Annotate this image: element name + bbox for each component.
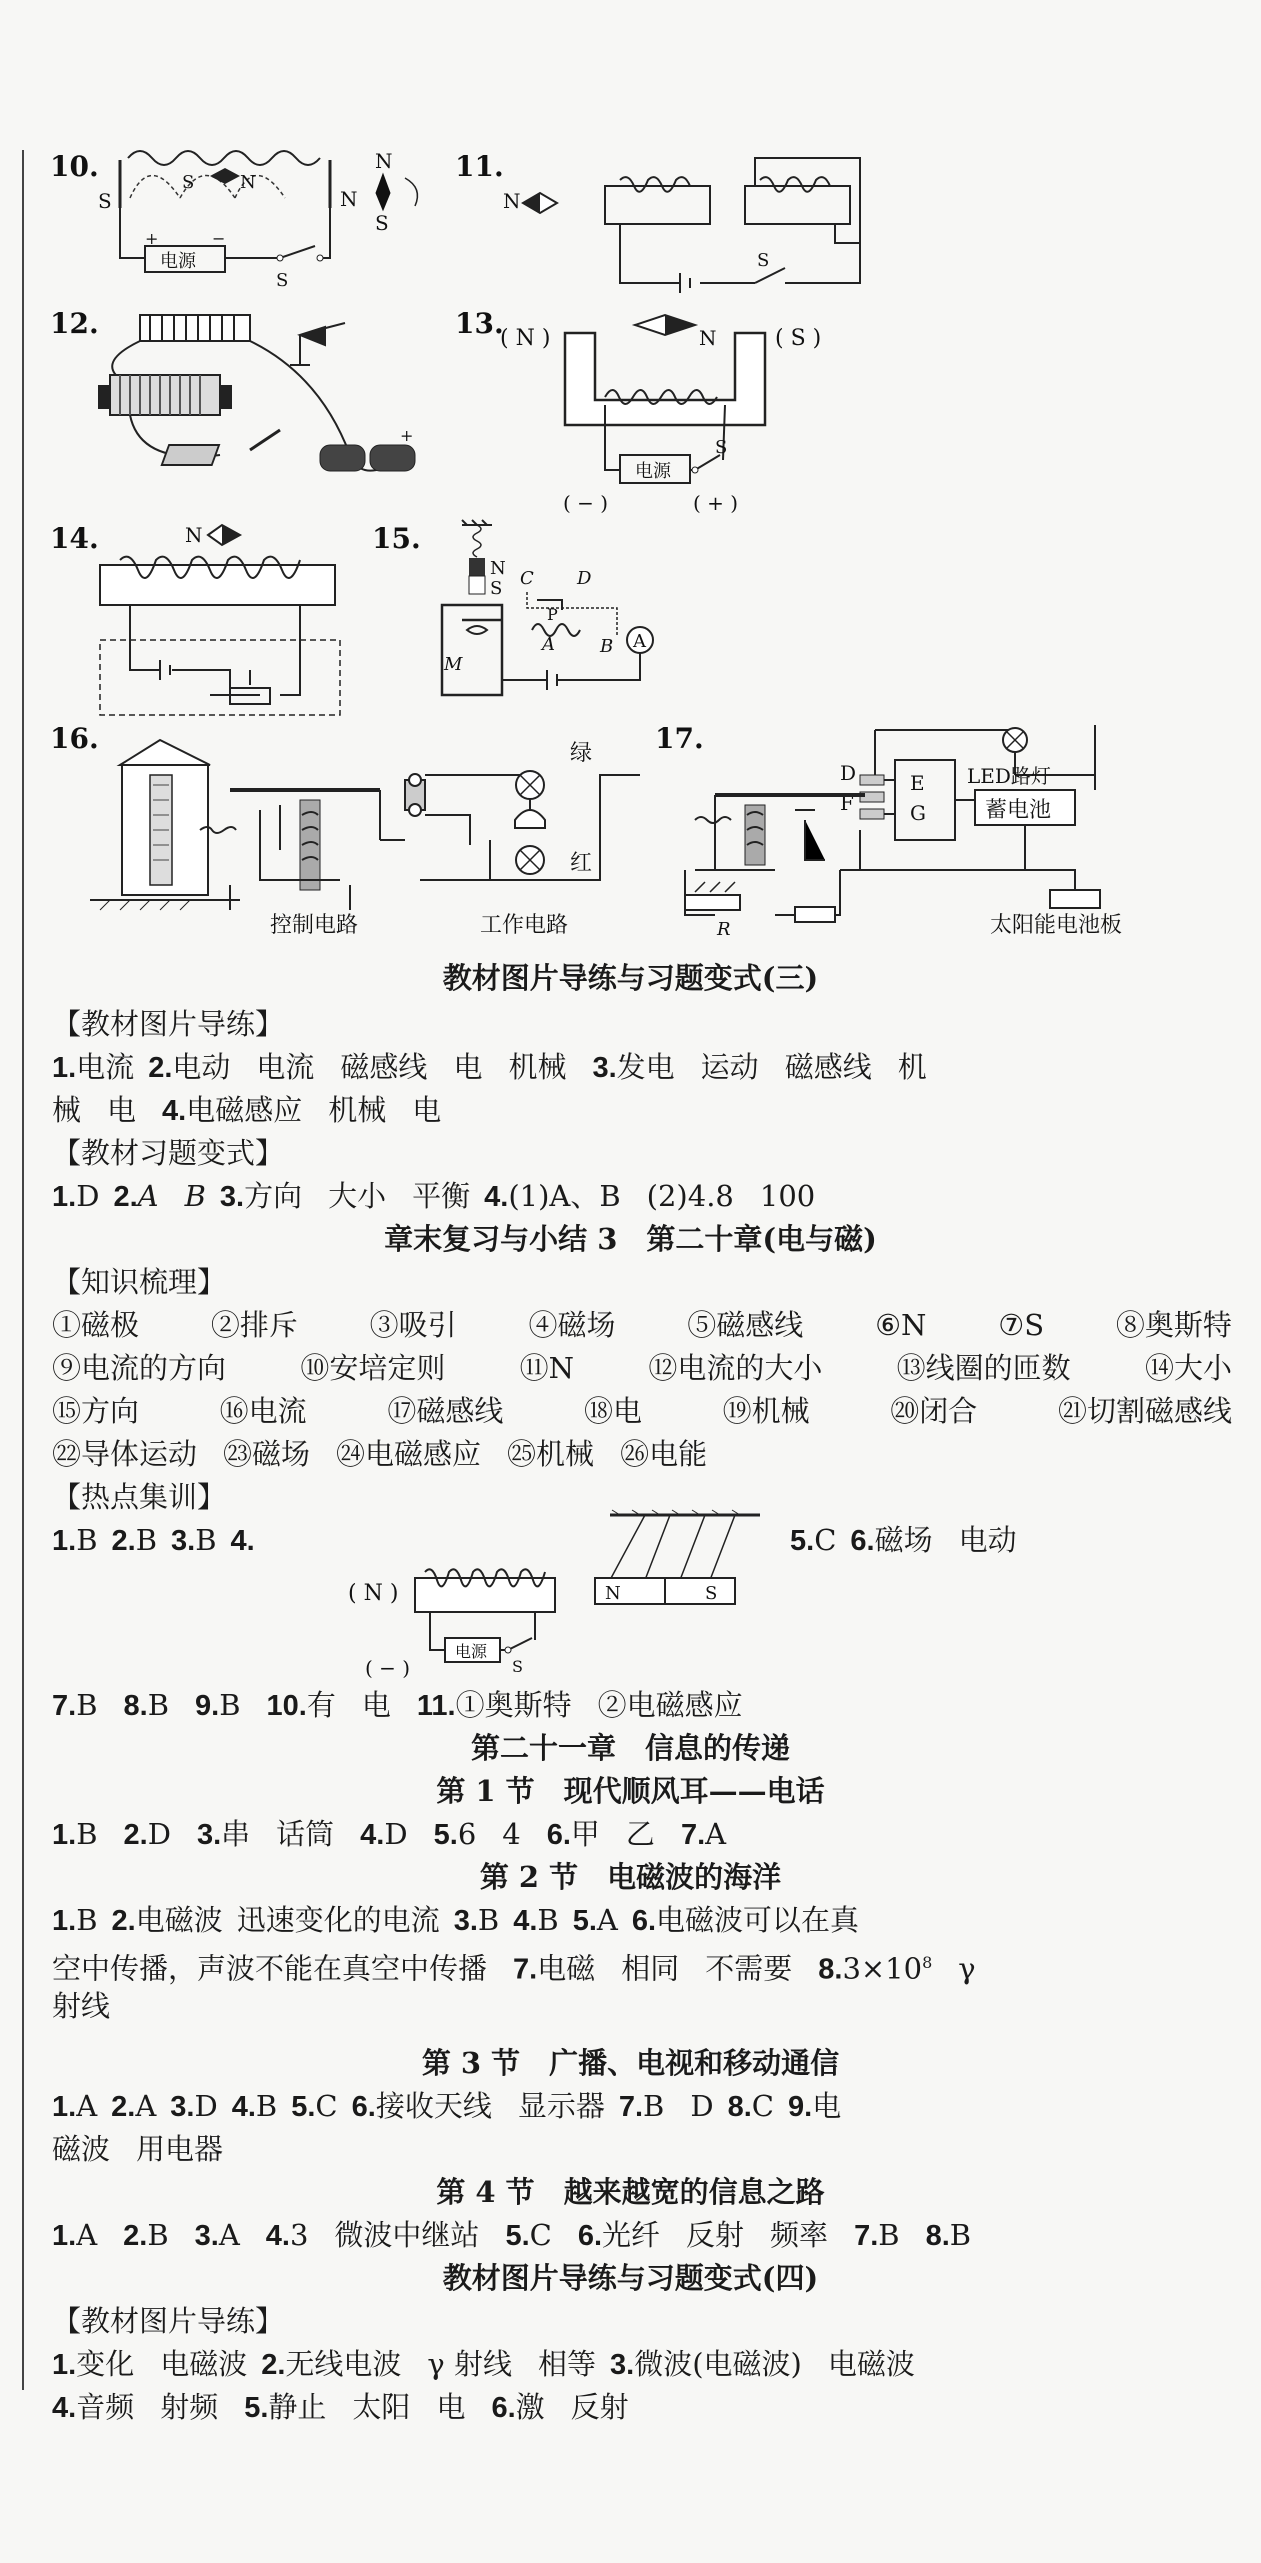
- answer-line: 1.A 2.B 3.A 4.3 微波中继站 5.C 6.光纤 反射 频率 7.B 8.B: [52, 2218, 972, 2252]
- svg-text:电源: 电源: [455, 1642, 488, 1661]
- section-2-title: 第 2 节 电磁波的海洋: [479, 1860, 782, 1894]
- svg-text:F: F: [840, 791, 854, 815]
- answer-line: 5.C 6.磁场 电动: [790, 1523, 1017, 1557]
- answer-line: 1.B 2.B 3.B 4.: [52, 1523, 255, 1557]
- svg-text:C: C: [520, 568, 534, 589]
- answer-line: 械 电 4.电磁感应 机械 电: [52, 1093, 442, 1127]
- answer-line: 1.变化 电磁波 2.无线电波 γ 射线 相等 3.微波(电磁波) 电磁波: [52, 2347, 915, 2381]
- sub-heading: 【教材图片导练】: [52, 1007, 285, 1041]
- svg-text:13.: 13.: [455, 307, 504, 340]
- svg-text:( S ): ( S ): [775, 326, 822, 351]
- figure-17: [655, 720, 1215, 944]
- svg-text:N: N: [340, 187, 358, 211]
- answer-line: 1.A 2.A 3.D 4.B 5.C 6.接收天线 显示器 7.B D 8.C 9.电: [52, 2089, 842, 2123]
- answer-line: 1.B 2.电磁波 迅速变化的电流 3.B 4.B 5.A 6.电磁波可以在真: [52, 1903, 860, 1937]
- svg-text:S: S: [757, 250, 770, 271]
- sub-heading: 【知识梳理】: [52, 1265, 227, 1299]
- svg-text:E: E: [910, 771, 925, 795]
- svg-text:+: +: [400, 426, 414, 445]
- svg-text:S: S: [182, 172, 195, 193]
- svg-text:A: A: [542, 634, 555, 655]
- svg-text:N: N: [240, 172, 256, 193]
- hotpoint-4-figure: [340, 1510, 780, 1694]
- svg-text:D: D: [577, 568, 592, 589]
- answer-line: 7.B 8.B 9.B 10.有 电 11.①奥斯特 ②电磁感应: [52, 1688, 743, 1722]
- answer-line: 1.B 2.D 3.串 话筒 4.D 5.6 4 6.甲 乙 7.A: [52, 1817, 727, 1851]
- svg-text:红: 红: [570, 851, 593, 876]
- svg-text:M: M: [444, 654, 463, 675]
- svg-text:绿: 绿: [570, 741, 593, 766]
- svg-text:P: P: [547, 605, 558, 624]
- svg-text:B: B: [600, 636, 614, 657]
- svg-text:S: S: [276, 270, 289, 291]
- figure-13: [455, 305, 875, 529]
- svg-text:11.: 11.: [455, 150, 504, 183]
- knowledge-row: ⑨电流的方向 ⑩安培定则 ⑪N ⑫电流的大小 ⑬线圈的匝数 ⑭大小: [52, 1351, 1232, 1385]
- svg-text:15.: 15.: [372, 522, 421, 555]
- svg-text:电源: 电源: [160, 251, 196, 272]
- answer-line: 1.D 2.A B 3.方向 大小 平衡 4.(1)A、B (2)4.8 100: [52, 1179, 816, 1213]
- section-3-title: 第 3 节 广播、电视和移动通信: [421, 2046, 840, 2080]
- svg-text:( − ): ( − ): [563, 491, 609, 515]
- sub-heading: 【热点集训】: [52, 1480, 227, 1514]
- svg-text:电源: 电源: [635, 461, 671, 482]
- section-title-4: 教材图片导练与习题变式(四): [442, 2261, 819, 2295]
- svg-text:工作电路: 工作电路: [480, 913, 569, 938]
- svg-text:N: N: [699, 326, 717, 350]
- svg-text:N: N: [375, 149, 393, 173]
- svg-text:( + ): ( + ): [693, 491, 739, 515]
- svg-text:N: N: [185, 523, 203, 547]
- svg-text:S: S: [705, 1583, 718, 1604]
- knowledge-row: ①磁极 ②排斥 ③吸引 ④磁场 ⑤磁感线 ⑥N ⑦S ⑧奥斯特: [52, 1308, 1232, 1342]
- section-4-title: 第 4 节 越来越宽的信息之路: [436, 2175, 825, 2209]
- svg-text:G: G: [910, 801, 926, 825]
- svg-text:14.: 14.: [50, 522, 99, 555]
- svg-text:N: N: [605, 1583, 621, 1604]
- svg-text:LED路灯: LED路灯: [967, 764, 1051, 788]
- svg-text:S: S: [512, 1657, 523, 1676]
- svg-text:N: N: [503, 189, 521, 213]
- answer-line: 射线: [52, 1989, 111, 2023]
- section-1-title: 第 1 节 现代顺风耳——电话: [436, 1774, 825, 1808]
- svg-text:A: A: [633, 631, 646, 652]
- svg-text:+: +: [145, 229, 159, 248]
- svg-text:太阳能电池板: 太阳能电池板: [990, 913, 1123, 938]
- svg-text:蓄电池: 蓄电池: [985, 798, 1052, 823]
- sub-heading: 【教材图片导练】: [52, 2304, 285, 2338]
- svg-text:17.: 17.: [655, 722, 704, 755]
- svg-text:D: D: [840, 761, 857, 785]
- figure-14: [50, 520, 370, 724]
- svg-text:( N ): ( N ): [500, 326, 551, 351]
- figure-11: [455, 148, 875, 312]
- svg-text:控制电路: 控制电路: [270, 913, 359, 938]
- svg-text:−: −: [212, 229, 226, 248]
- chapter-review-title: 章末复习与小结 3 第二十章(电与磁): [384, 1222, 877, 1256]
- svg-text:R: R: [717, 919, 731, 940]
- svg-text:16.: 16.: [50, 722, 99, 755]
- knowledge-row: ⑮方向 ⑯电流 ⑰磁感线 ⑱电 ⑲机械 ⑳闭合 ㉑切割磁感线: [52, 1394, 1232, 1428]
- figure-16: [50, 720, 650, 944]
- sub-heading: 【教材习题变式】: [52, 1136, 285, 1170]
- figure-10: [50, 148, 430, 312]
- svg-text:S: S: [98, 189, 112, 213]
- svg-text:S: S: [715, 437, 728, 458]
- answer-line: 4.音频 射频 5.静止 太阳 电 6.激 反射: [52, 2390, 629, 2424]
- svg-text:S: S: [375, 211, 389, 235]
- section-title-3: 教材图片导练与习题变式(三): [442, 961, 819, 995]
- figure-12: [50, 305, 430, 489]
- chapter-21-title: 第二十一章 信息的传递: [470, 1731, 790, 1765]
- answer-line: 空中传播，声波不能在真空中传播 7.电磁 相同 不需要 $8.3\times 10^8$ γ: [52, 1951, 976, 1986]
- answer-line: 1.电流 2.电动 电流 磁感线 电 机械 3.发电 运动 磁感线 机: [52, 1050, 927, 1084]
- svg-text:N: N: [490, 558, 506, 579]
- knowledge-row: ㉒导体运动 ㉓磁场 ㉔电磁感应 ㉕机械 ㉖电能: [52, 1437, 708, 1471]
- svg-text:( N ): ( N ): [348, 1581, 399, 1606]
- svg-text:12.: 12.: [50, 307, 99, 340]
- svg-text:S: S: [490, 578, 503, 599]
- svg-text:( − ): ( − ): [365, 1656, 411, 1680]
- svg-text:10.: 10.: [50, 150, 99, 183]
- figure-15: [372, 520, 672, 724]
- answer-line: 磁波 用电器: [52, 2132, 224, 2166]
